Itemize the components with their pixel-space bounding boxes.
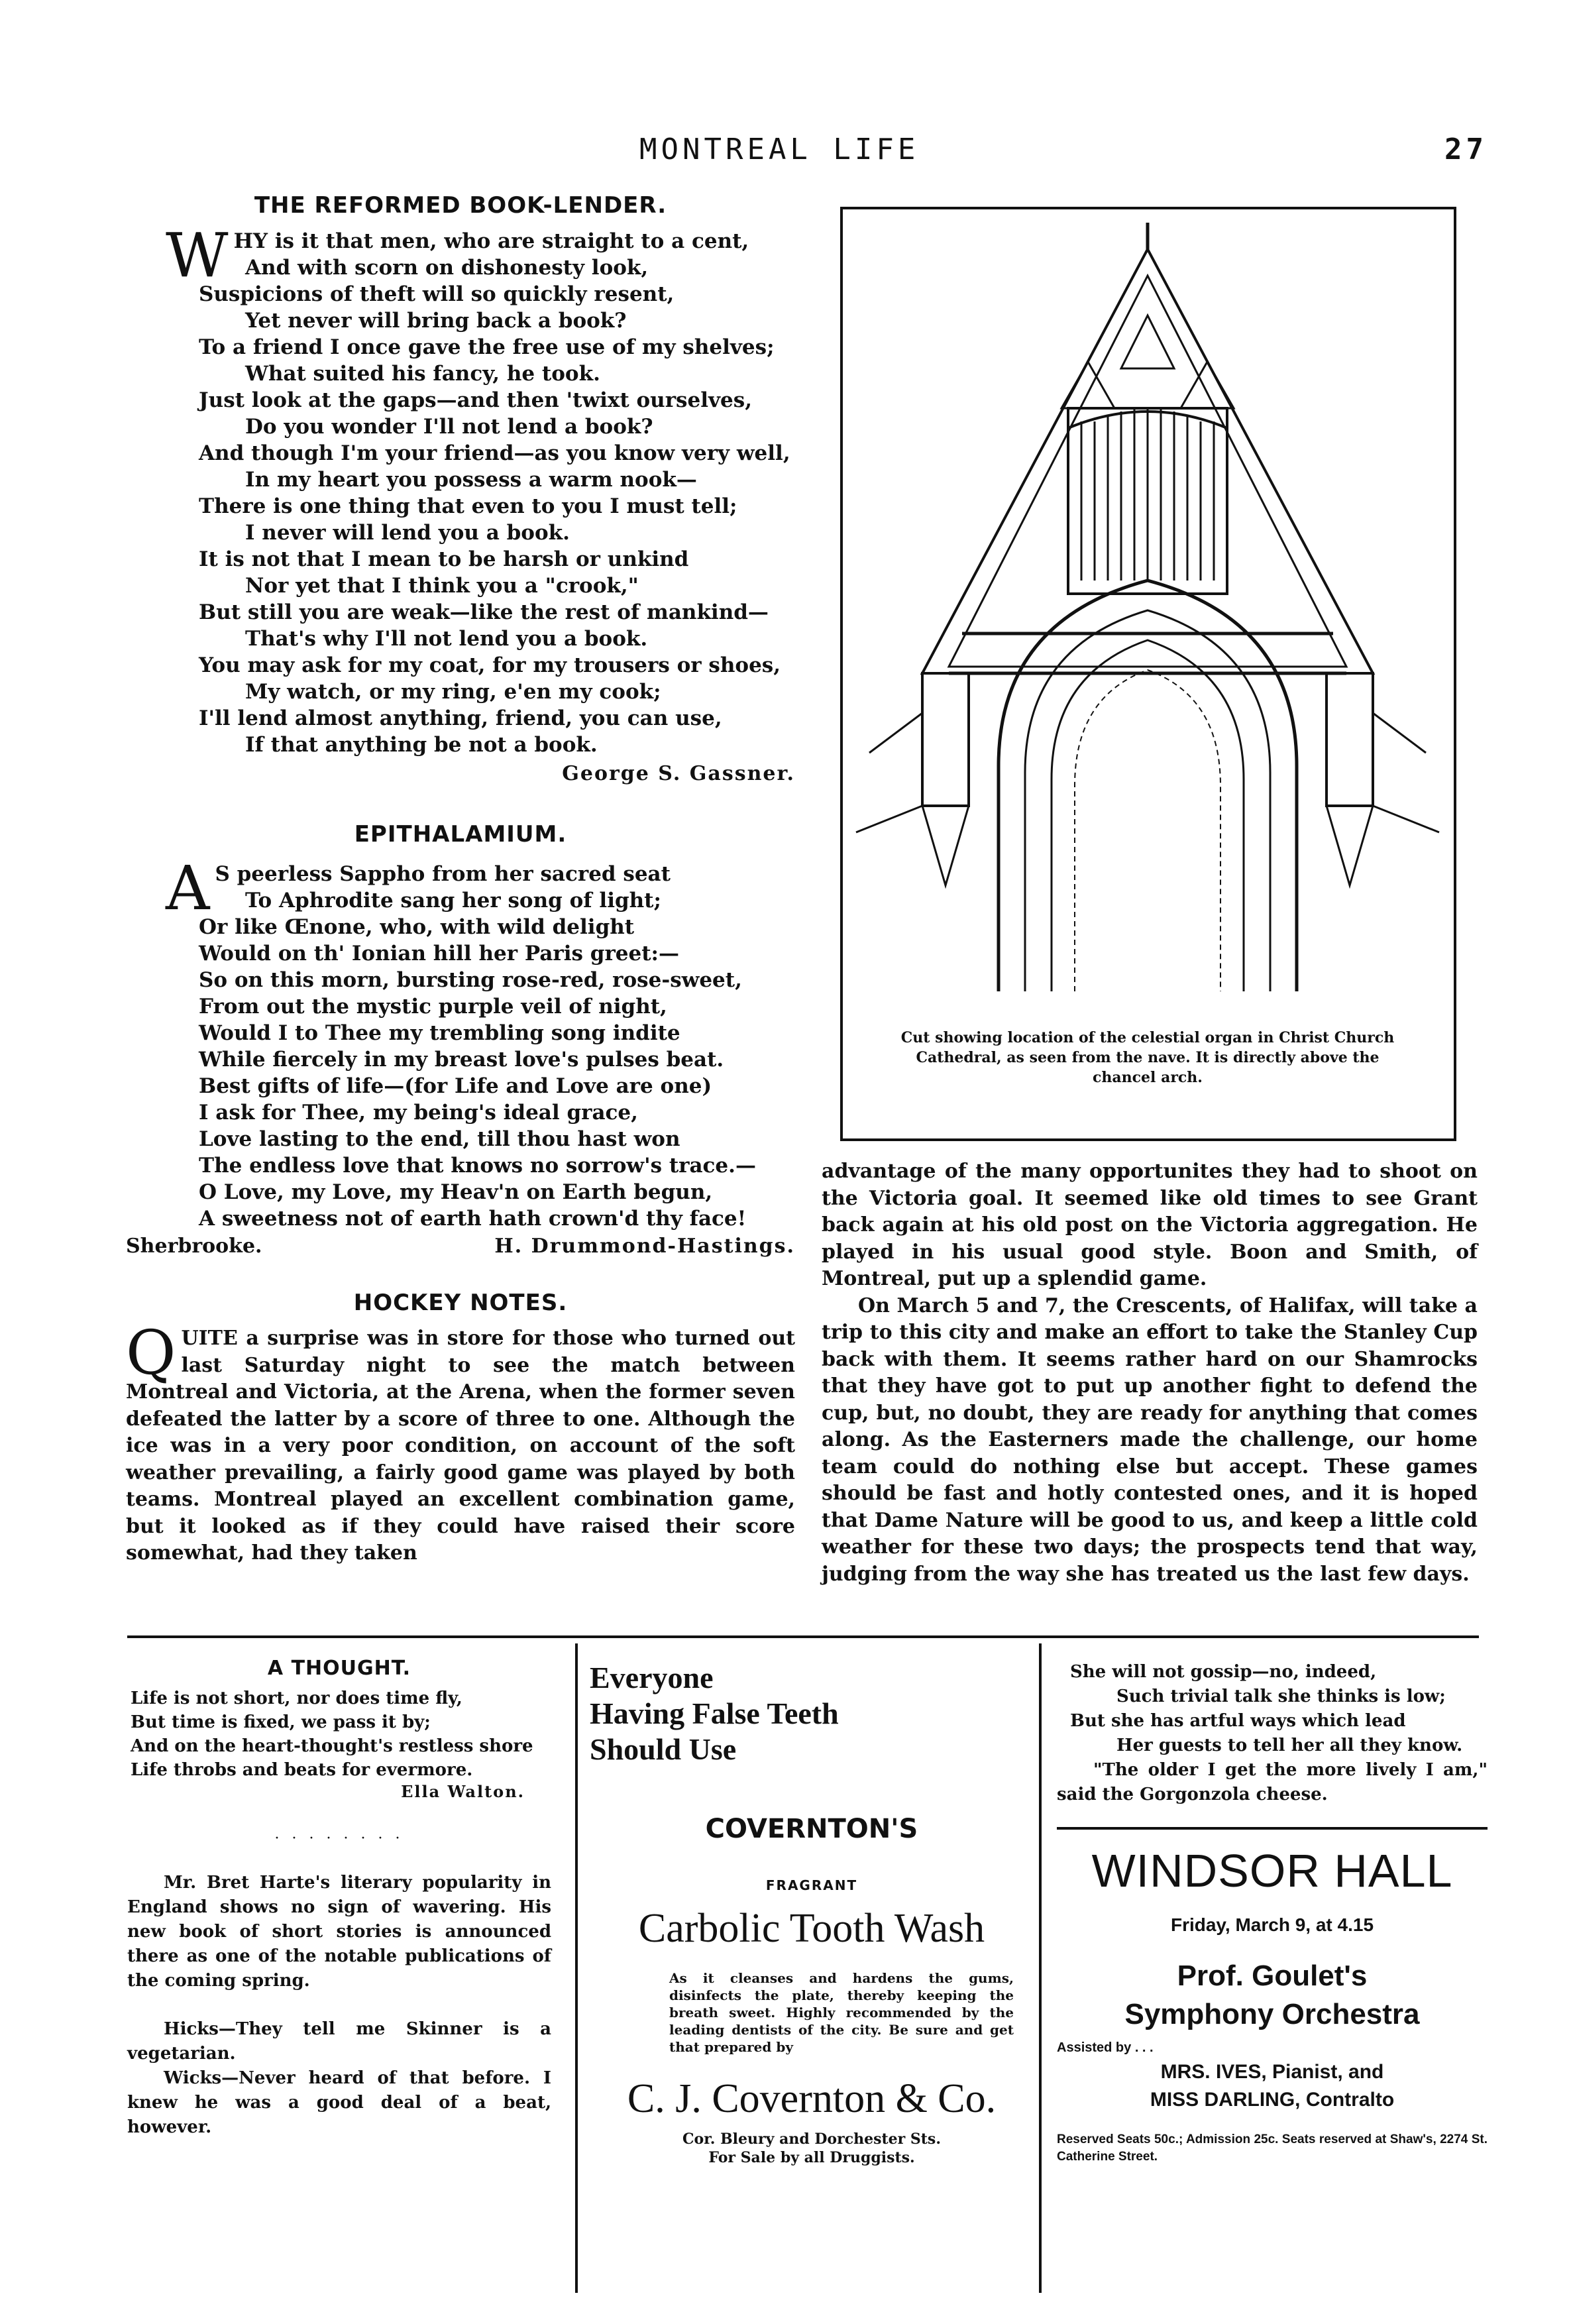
hicks-line: Hicks—They tell me Skinner is a vegetarian. — [127, 2019, 551, 2064]
book-lender-line: What suited his fancy, he took. — [245, 362, 600, 386]
ad-headline-2: Having False Teeth — [590, 1696, 839, 1730]
gorgonzola-line: Her guests to tell her all they know. — [1116, 1736, 1463, 1755]
left-column — [126, 192, 795, 1567]
book-lender-poem — [126, 220, 795, 758]
gorgonzola-quote-text: "The older I get the more lively I am," said the Gorgonzola cheese. — [1057, 1760, 1488, 1804]
ad-company: C. J. Covernton & Co. — [627, 2076, 997, 2121]
ad-tooth-wash — [590, 1660, 1034, 2166]
illustration-caption: Cut showing location of the celestial organ in Christ Church Cathedral, as seen from the nave. It is directly above the chancel arch. — [900, 1029, 1395, 1086]
epithalamium-line: I ask for Thee, my being's ideal grace, — [199, 1101, 638, 1125]
epithalamium-poem — [126, 853, 795, 1232]
section-divider — [127, 1635, 1479, 1638]
hicks-wicks-joke — [127, 2017, 551, 2140]
thought-line: Life is not short, nor does time fly, — [131, 1688, 462, 1708]
epithalamium-signature — [126, 1235, 795, 1258]
hockey-para-2: On March 5 and 7, the Crescents, of Halifax, will take a trip to this city and make an effort to take the Stanley Cup back with them. It seems rather hard on our Shamrocks that they have got to put up another fight to defend the cup, but, no doubt, they are ready for anything that comes along. As the Easterners made the challenge, our home team could do nothing else but accept. These games should be fast and hotly contested ones, and it is hoped that Dame Nature will be good to us, and keep a little cold weather for these two days; the prospects tend that way, judging from the way she has treated us the last few days. — [822, 1294, 1478, 1586]
ad-headline-1: Everyone — [590, 1661, 714, 1694]
ad-sale: For Sale by all Druggists. — [708, 2149, 915, 2166]
column-divider-2 — [1039, 1643, 1042, 2293]
chancel-arch — [999, 581, 1297, 991]
bottom-column-1 — [127, 1657, 551, 2140]
ad-windsor-top-rule — [1057, 1827, 1488, 1830]
epithalamium-line: A sweetness not of earth hath crown'd thy face! — [199, 1207, 747, 1231]
hockey-para-1-text: UITE a surprise was in store for those who turned out last Saturday night to see the match between Montreal and Victoria, at the Arena, when the former seven defeated the latter by a score of three to one. Although the ice was in a very poor condition, on account of the soft weather prevailing, a fairly good game was played by both teams. Montreal played an excellent combination game, but it looked as if they could have raised their score somewhat, had they taken — [126, 1327, 795, 1565]
epithalamium-line: Or like Œnone, who, with wild delight — [199, 915, 635, 939]
epithalamium-line: The endless love that knows no sorrow's trace.— — [199, 1154, 756, 1178]
epithalamium-line: Would I to Thee my trembling song indite — [199, 1021, 680, 1045]
epithalamium-line: From out the mystic purple veil of night, — [199, 995, 667, 1019]
ad-headline-3: Should Use — [590, 1732, 737, 1766]
book-lender-line: And with scorn on dishonesty look, — [245, 256, 649, 280]
gorgonzola-poem — [1057, 1660, 1488, 1758]
separator-dots: · · · · · · · · — [274, 1830, 404, 1847]
epithalamium-dropcap: A — [166, 853, 210, 924]
gorgonzola-quote — [1057, 1758, 1488, 1807]
book-lender-line: But still you are weak—like the rest of mankind— — [199, 600, 769, 624]
hockey-para-1-cont: advantage of the many opportunites they had to shoot on the Victoria goal. It seemed like old times to see Grant back again at his old post on the Victoria aggregation. He played in his usual good style. Boon and Smith, of Montreal, put up a splendid game. — [822, 1160, 1478, 1290]
thought-poem — [127, 1687, 551, 1782]
book-lender-line: I never will lend you a book. — [245, 521, 570, 545]
epithalamium-place: Sherbrooke. — [126, 1235, 262, 1258]
thought-author: Ella Walton. — [401, 1782, 525, 1801]
epithalamium-line: While fiercely in my breast love's pulses beat. — [199, 1048, 724, 1072]
ad-windsor-seats: Reserved Seats 50c.; Admission 25c. Seats reserved at Shaw's, 2274 St. Catherine Street. — [1057, 2132, 1488, 2164]
thought-title: A THOUGHT. — [267, 1657, 411, 1680]
epithalamium-line: Love lasting to the end, till thou hast won — [199, 1127, 680, 1151]
book-lender-line: If that anything be not a book. — [245, 733, 598, 757]
epithalamium-line: S peerless Sappho from her sacred seat — [215, 862, 671, 886]
book-lender-line: In my heart you possess a warm nook— — [245, 468, 697, 492]
hockey-title: HOCKEY NOTES. — [353, 1290, 568, 1316]
ad-windsor-artist-2: MISS DARLING, Contralto — [1150, 2089, 1395, 2111]
ad-address: Cor. Bleury and Dorchester Sts. — [682, 2130, 941, 2148]
bret-harte-text: Mr. Bret Harte's literary popularity in England shows no sign of wavering. His new book of short stories is announced there as one of the notable publications of the coming spring. — [127, 1873, 551, 1991]
book-lender-line: Do you wonder I'll not lend a book? — [245, 415, 653, 439]
book-lender-line: There is one thing that even to you I must tell; — [199, 494, 737, 518]
page-number: 27 — [1444, 133, 1488, 166]
book-lender-line: To a friend I once gave the free use of my shelves; — [199, 335, 775, 359]
epithalamium-line: O Love, my Love, my Heav'n on Earth begun, — [199, 1180, 713, 1204]
book-lender-line: Yet never will bring back a book? — [245, 309, 627, 333]
wicks-line: Wicks—Never heard of that before. I knew he was a good deal of a beat, however. — [127, 2068, 551, 2137]
ad-windsor-orchestra: Prof. Goulet's Symphony Orchestra — [1124, 1960, 1420, 2030]
book-lender-line: Just look at the gaps—and then 'twixt ourselves, — [199, 388, 752, 412]
running-title: MONTREAL LIFE — [639, 133, 920, 166]
bottom-column-3 — [1057, 1660, 1488, 2166]
epithalamium-line: To Aphrodite sang her song of light; — [245, 889, 661, 913]
illustration-frame — [840, 207, 1456, 1141]
bret-harte-note — [127, 1871, 551, 1993]
ad-windsor-date: Friday, March 9, at 4.15 — [1170, 1914, 1374, 1935]
book-lender-line: That's why I'll not lend you a book. — [245, 627, 648, 651]
ad-windsor-venue: WINDSOR HALL — [1091, 1845, 1453, 1897]
cathedral-organ-illustration — [843, 209, 1454, 1024]
gorgonzola-line: But she has artful ways which lead — [1070, 1711, 1406, 1731]
book-lender-line: You may ask for my coat, for my trousers or shoes, — [199, 653, 781, 677]
book-lender-line: HY is it that men, who are straight to a cent, — [233, 229, 749, 253]
book-lender-author: George S. Gassner. — [562, 762, 795, 785]
gorgonzola-line: She will not gossip—no, indeed, — [1070, 1662, 1377, 1682]
epithalamium-line: Best gifts of life—(for Life and Love are one) — [199, 1074, 712, 1098]
ad-product: Carbolic Tooth Wash — [638, 1906, 985, 1951]
book-lender-line: My watch, or my ring, e'en my cook; — [245, 680, 661, 704]
ad-brand: COVERNTON'S — [705, 1814, 918, 1844]
epithalamium-author: H. Drummond-Hastings. — [494, 1235, 795, 1258]
thought-line: Life throbs and beats for evermore. — [131, 1760, 473, 1780]
book-lender-line: And though I'm your friend—as you know very well, — [199, 441, 790, 465]
thought-line: But time is fixed, we pass it by; — [131, 1712, 431, 1732]
ad-windsor-artist-1: MRS. IVES, Pianist, and — [1160, 2061, 1384, 2083]
book-lender-dropcap: W — [166, 220, 229, 291]
column-divider-1 — [575, 1643, 578, 2293]
ad-fragrant: FRAGRANT — [765, 1877, 858, 1893]
book-lender-title: THE REFORMED BOOK-LENDER. — [254, 192, 667, 219]
hockey-continued — [822, 1158, 1478, 1588]
thought-line: And on the heart-thought's restless shore — [131, 1736, 533, 1756]
hockey-para-1 — [126, 1317, 795, 1567]
hockey-dropcap: Q — [126, 1317, 176, 1388]
book-lender-line: I'll lend almost anything, friend, you can use, — [199, 706, 722, 730]
epithalamium-line: So on this morn, bursting rose-red, rose-sweet, — [199, 968, 742, 992]
book-lender-line: It is not that I mean to be harsh or unkind — [199, 547, 689, 571]
gorgonzola-line: Such trivial talk she thinks is low; — [1116, 1687, 1446, 1706]
epithalamium-line: Would on th' Ionian hill her Paris greet:— — [199, 942, 679, 966]
ad-windsor-assisted: Assisted by . . . — [1057, 2040, 1154, 2055]
ad-body: As it cleanses and hardens the gums, disinfects the plate, thereby keeping the breath sweet. Highly recommended by the leading dentists of the city. Be sure and get that prepared by — [669, 1970, 1014, 2055]
book-lender-line: Nor yet that I think you a "crook," — [245, 574, 639, 598]
epithalamium-title: EPITHALAMIUM. — [354, 821, 567, 848]
book-lender-line: Suspicions of theft will so quickly resent, — [199, 282, 675, 306]
